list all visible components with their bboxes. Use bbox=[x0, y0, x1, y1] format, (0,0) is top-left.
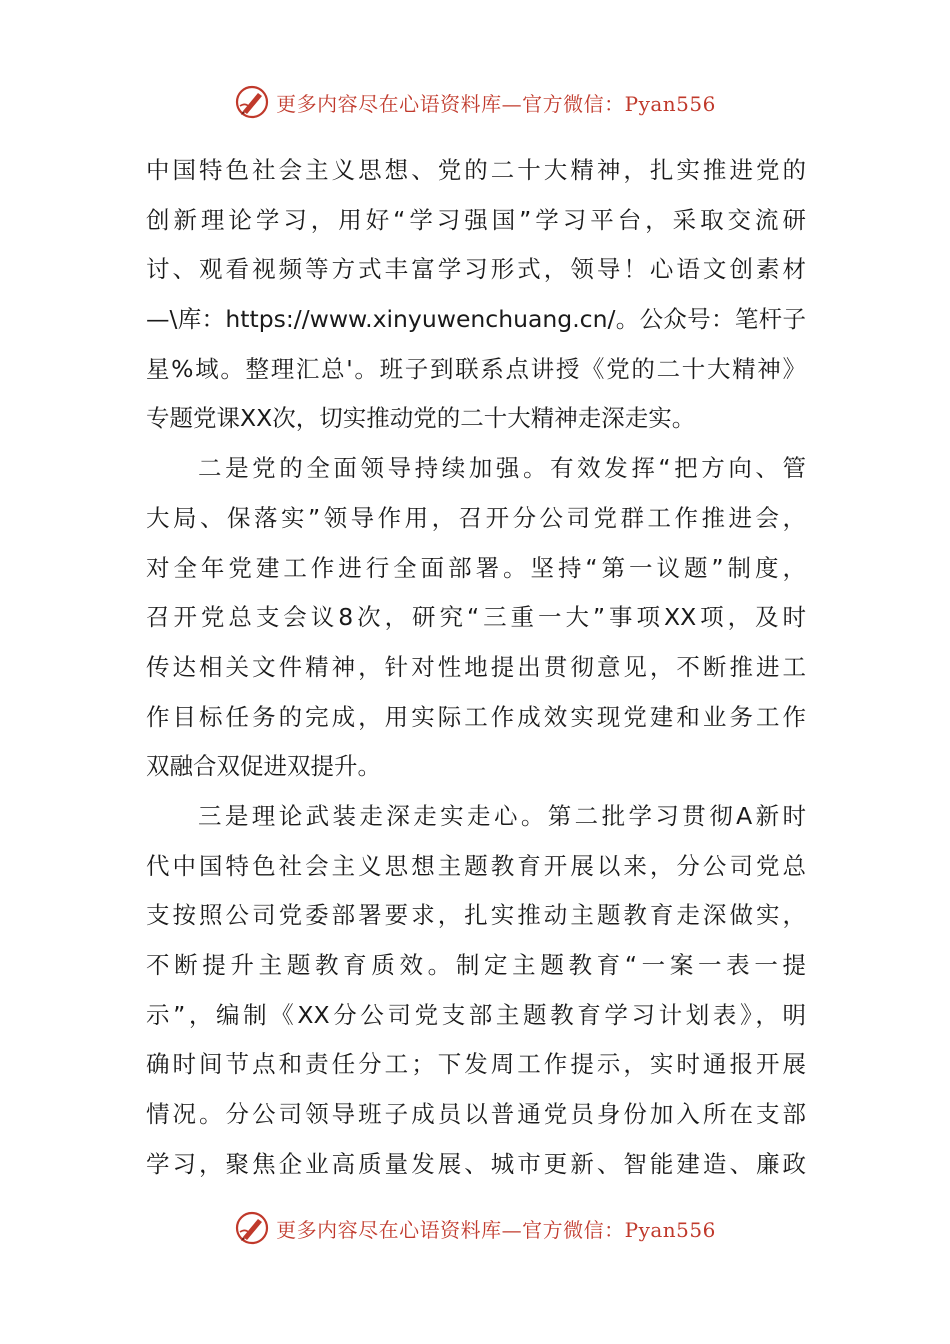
text-line: 星%域。整理汇总'。班子到联系点讲授《党的二十大精神》 bbox=[146, 354, 806, 383]
text-line: 情况。分公司领导班子成员以普通党员身份加入所在支部 bbox=[146, 1100, 806, 1129]
text-line: 学习，聚焦企业高质量发展、城市更新、智能建造、廉政 bbox=[146, 1149, 806, 1178]
banner-text: 更多内容尽在心语资料库—官方微信：Pyan556 bbox=[276, 91, 716, 116]
text-line: 创新理论学习，用好“学习强国”学习平台，采取交流研 bbox=[146, 205, 806, 234]
footer-watermark-banner bbox=[0, 1208, 950, 1248]
text-line: 作目标任务的完成，用实际工作成效实现党建和业务工作 bbox=[146, 702, 806, 731]
text-line: 专题党课XX次，切实推动党的二十大精神走深走实。 bbox=[146, 404, 696, 433]
text-line: 对全年党建工作进行全面部署。坚持“第一议题”制度， bbox=[146, 553, 806, 582]
text-line: 中国特色社会主义思想、党的二十大精神，扎实推进党的 bbox=[146, 156, 806, 184]
text-line: 代中国特色社会主义思想主题教育开展以来，分公司党总 bbox=[146, 851, 806, 880]
text-line: 大局、保落实”领导作用，召开分公司党群工作推进会， bbox=[146, 503, 806, 532]
text-line: 支按照公司党委部署要求，扎实推动主题教育走深做实， bbox=[146, 901, 806, 930]
document-body bbox=[146, 146, 806, 1189]
text-line: 不断提升主题教育质效。制定主题教育“一案一表一提 bbox=[146, 951, 806, 979]
paragraph-start-line: 二是党的全面领导持续加强。有效发挥“把方向、管 bbox=[198, 454, 806, 483]
paragraph-start-line: 三是理论武装走深走实走心。第二批学习贯彻A新时 bbox=[198, 801, 806, 830]
text-line: 双融合双促进双提升。 bbox=[146, 752, 381, 781]
text-line: —\库：https://www.xinyuwenchuang.cn/。公众号：笔杆子 bbox=[146, 305, 806, 334]
text-line: 召开党总支会议8次，研究“三重一大”事项XX项，及时 bbox=[146, 603, 806, 632]
header-watermark-banner bbox=[0, 82, 950, 122]
text-line: 示”，编制《XX分公司党支部主题教育学习计划表》，明 bbox=[146, 1000, 806, 1029]
pen-logo-icon bbox=[234, 1210, 270, 1246]
banner-text: 更多内容尽在心语资料库—官方微信：Pyan556 bbox=[276, 1217, 716, 1242]
text-line: 确时间节点和责任分工；下发周工作提示，实时通报开展 bbox=[146, 1050, 806, 1079]
pen-logo-icon bbox=[234, 84, 270, 120]
text-line: 讨、观看视频等方式丰富学习形式，领导！心语文创素材 bbox=[146, 255, 806, 284]
text-line: 传达相关文件精神，针对性地提出贯彻意见，不断推进工 bbox=[146, 652, 806, 681]
